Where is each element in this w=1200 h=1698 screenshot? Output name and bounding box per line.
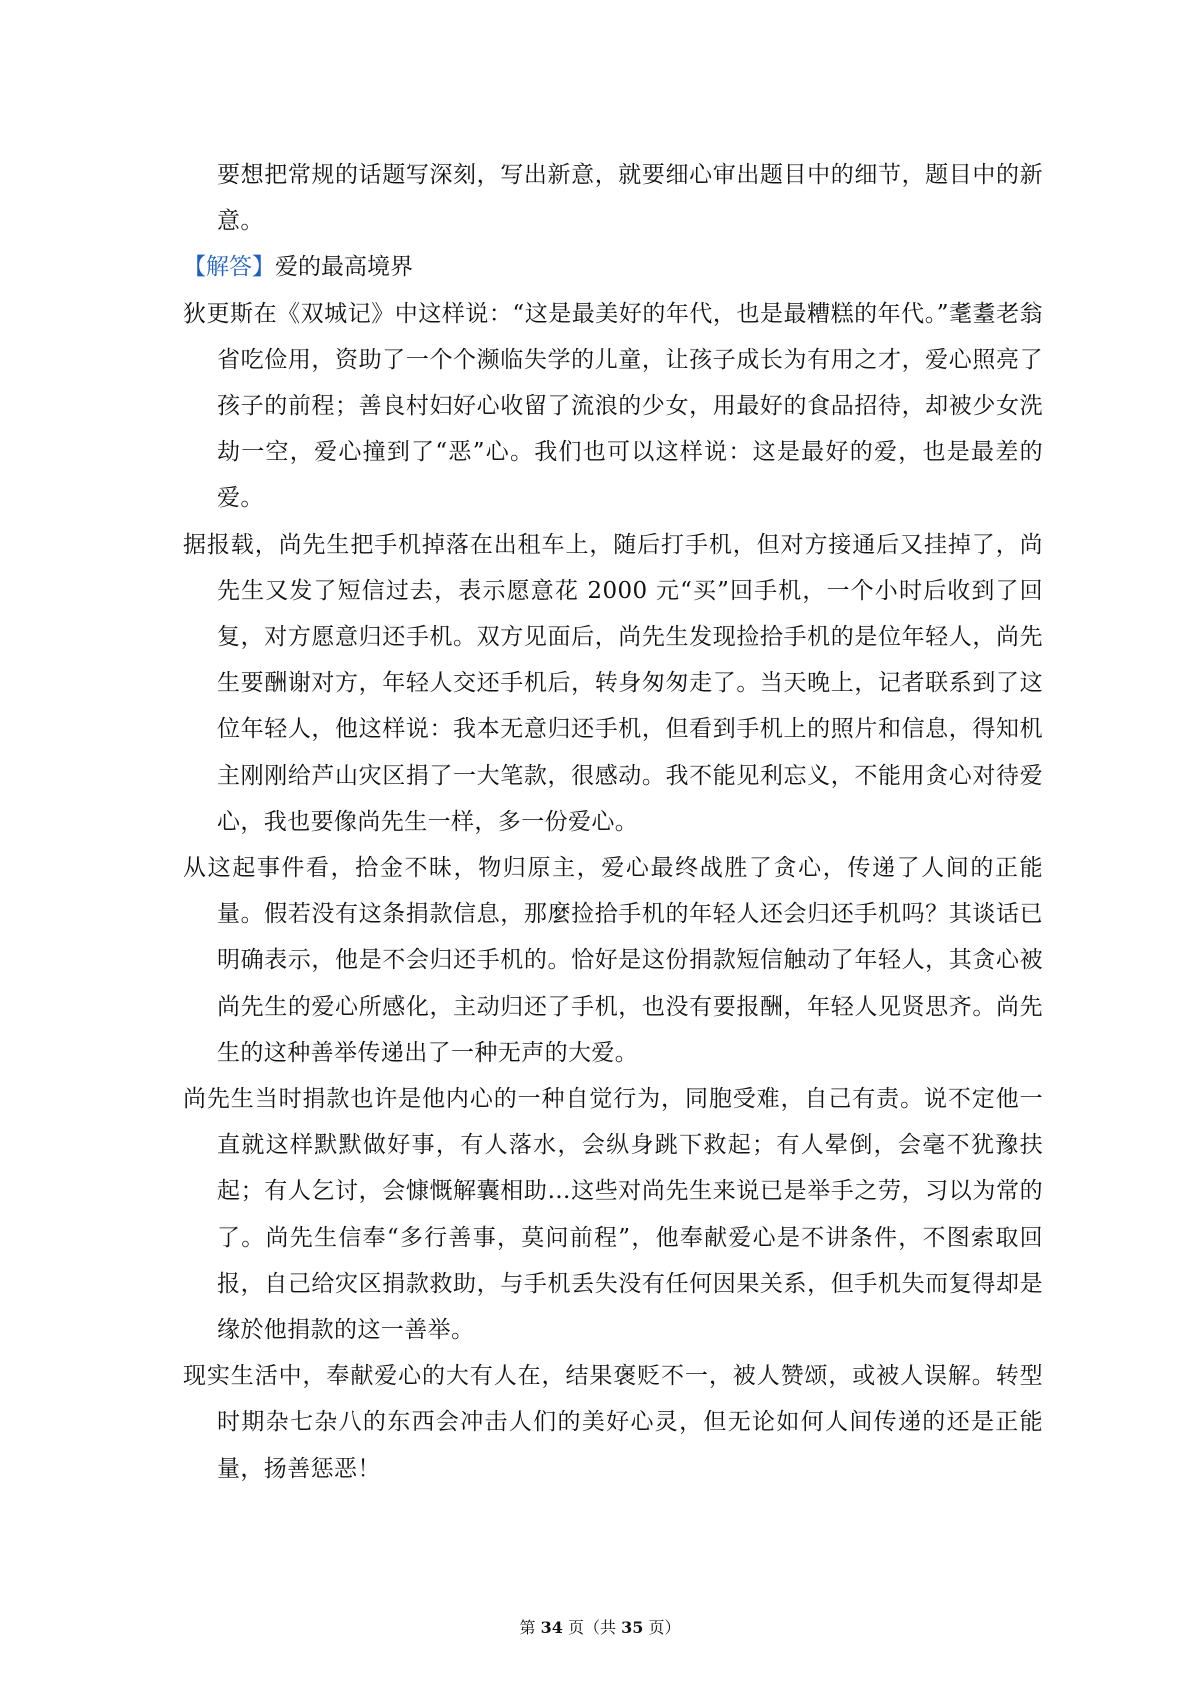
answer-heading bbox=[183, 244, 1043, 290]
body-paragraph-1: 狄更斯在《双城记》中这样说：“这是最美好的年代，也是最糟糕的年代。”耄耋老翁省吃俭用，资助了一个个濒临失学的儿童，让孩子成长为有用之才，爱心照亮了孩子的前程；善良村妇好心收留了流浪的少女，用最好的食品招待，却被少女洗劫一空，爱心撞到了“恶”心。我们也可以这样说：这是最好的爱，也是最差的爱。 bbox=[183, 300, 1043, 512]
essay-title: 爱的最高境界 bbox=[275, 254, 413, 281]
document-body bbox=[183, 152, 1043, 1492]
page-footer bbox=[0, 1615, 1200, 1638]
body-paragraph-3: 从这起事件看，拾金不昧，物归原主，爱心最终战胜了贪心，传递了人间的正能量。假若没有这条捐款信息，那麼捡拾手机的年轻人还会归还手机吗？其谈话已明确表示，他是不会归还手机的。恰好是这份捐款短信触动了年轻人，其贪心被尚先生的爱心所感化，主动归还了手机，也没有要报酬，年轻人见贤思齐。尚先生的这种善举传递出了一种无声的大爱。 bbox=[183, 855, 1043, 1066]
body-paragraph-4: 尚先生当时捐款也许是他内心的一种自觉行为，同胞受难，自己有责。说不定他一直就这样默默做好事，有人落水，会纵身跳下救起；有人晕倒，会毫不犹豫扶起；有人乞讨，会慷慨解囊相助…这些对尚先生来说已是举手之劳，习以为常的了。尚先生信奉“多行善事，莫问前程”，他奉献爱心是不讲条件，不图索取回报，自己给灾区捐款救助，与手机丢失没有任何因果关系，但手机失而复得却是缘於他捐款的这一善举。 bbox=[183, 1086, 1043, 1344]
intro-paragraph: 要想把常规的话题写深刻，写出新意，就要细心审出题目中的细节，题目中的新意。 bbox=[217, 162, 1043, 235]
total-pages: 35 bbox=[621, 1618, 644, 1637]
footer-prefix: 第 bbox=[519, 1618, 536, 1637]
page-number: 34 bbox=[540, 1618, 563, 1637]
answer-tag: 【解答】 bbox=[183, 254, 275, 281]
body-paragraph-5: 现实生活中，奉献爱心的大有人在，结果褒贬不一，被人赞颂，或被人误解。转型时期杂七杂八的东西会冲击人们的美好心灵，但无论如何人间传递的还是正能量，扬善惩恶！ bbox=[183, 1363, 1043, 1482]
footer-middle: 页（共 bbox=[567, 1618, 616, 1637]
body-paragraph-2: 据报载，尚先生把手机掉落在出租车上，随后打手机，但对方接通后又挂掉了，尚先生又发了短信过去，表示愿意花 2000 元“买”回手机，一个小时后收到了回复，对方愿意归还手机。双方见面后，尚先生发现捡拾手机的是位年轻人，尚先生要酬谢对方，年轻人交还手机后，转身匆匆走了。当天晚上，记者联系到了这位年轻人，他这样说：我本无意归还手机，但看到手机上的照片和信息，得知机主刚刚给芦山灾区捐了一大笔款，很感动。我不能见利忘义，不能用贪心对待爱心，我也要像尚先生一样，多一份爱心。 bbox=[183, 531, 1043, 835]
footer-suffix: 页） bbox=[648, 1618, 681, 1637]
